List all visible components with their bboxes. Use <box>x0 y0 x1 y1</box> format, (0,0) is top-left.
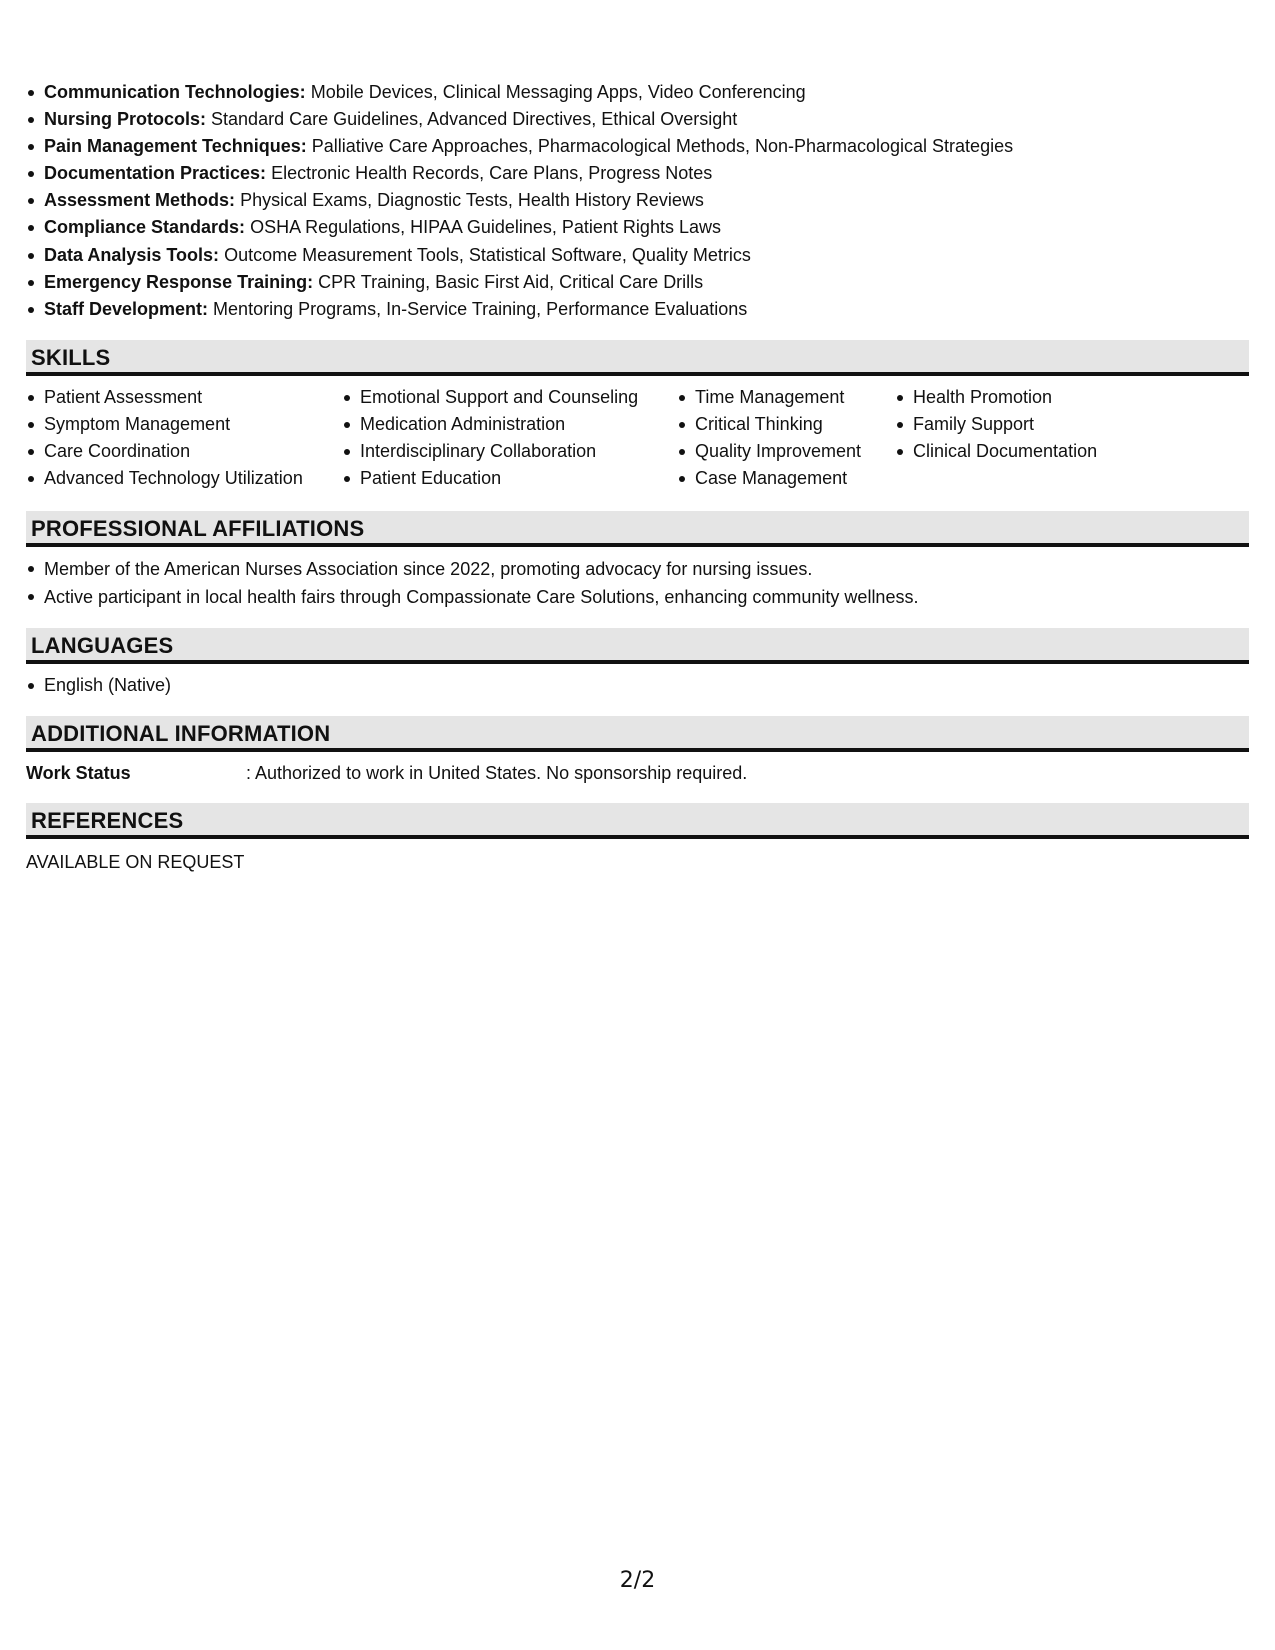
skills-column <box>26 384 303 492</box>
item-label: Compliance Standards: <box>44 217 246 238</box>
skill-item: Patient Education <box>342 465 638 492</box>
item-label: Communication Technologies: <box>44 82 306 102</box>
skill-item: Clinical Documentation <box>895 438 1097 465</box>
item-label: Data Analysis Tools: <box>44 244 220 265</box>
item-value: Palliative Care Approaches, Pharmacological Methods, Non-Pharmacological Strategies <box>311 136 1014 157</box>
references-text: AVAILABLE ON REQUEST <box>26 852 245 872</box>
languages-section-header <box>26 628 1249 664</box>
skills-column <box>895 384 1097 465</box>
item-label: Staff Development: <box>44 298 209 319</box>
skill-item: Medication Administration <box>342 411 638 438</box>
skill-item: Interdisciplinary Collaboration <box>342 438 638 465</box>
skill-item: Health Promotion <box>895 384 1097 411</box>
skill-item: Quality Improvement <box>677 438 861 465</box>
list-item <box>26 269 1013 296</box>
item-label: Assessment Methods: <box>44 190 236 211</box>
languages-list <box>26 672 171 699</box>
skill-item: Patient Assessment <box>26 384 303 411</box>
section-title: PROFESSIONAL AFFILIATIONS <box>31 516 365 541</box>
list-item <box>26 106 1013 133</box>
item-label: Pain Management Techniques: <box>44 136 307 157</box>
skills-grid <box>26 384 1249 494</box>
item-value: CPR Training, Basic First Aid, Critical Care Drills <box>318 271 704 292</box>
list-item: Active participant in local health fairs through Compassionate Care Solutions, enhancing community wellness. <box>26 583 918 611</box>
item-value: Mentoring Programs, In-Service Training, Performance Evaluations <box>213 298 748 319</box>
page-number: 2/2 <box>619 1568 656 1593</box>
item-value: Mobile Devices, Clinical Messaging Apps, Video Conferencing <box>310 82 806 102</box>
item-value: Electronic Health Records, Care Plans, Progress Notes <box>271 163 713 184</box>
item-label: Nursing Protocols: <box>44 109 207 130</box>
item-value: Outcome Measurement Tools, Statistical Software, Quality Metrics <box>224 244 751 265</box>
item-value: OSHA Regulations, HIPAA Guidelines, Patient Rights Laws <box>250 217 721 238</box>
skills-column <box>677 384 861 492</box>
item-value: Physical Exams, Diagnostic Tests, Health History Reviews <box>240 190 704 211</box>
section-title: SKILLS <box>31 345 111 370</box>
references-section-header <box>26 803 1249 839</box>
affiliations-list <box>26 555 918 611</box>
additional-info-section-header <box>26 716 1249 752</box>
list-item <box>26 79 1013 106</box>
work-status-row <box>26 760 1249 786</box>
skill-item: Care Coordination <box>26 438 303 465</box>
list-item <box>26 187 1013 214</box>
skill-item: Advanced Technology Utilization <box>26 465 303 492</box>
list-item <box>26 296 1013 323</box>
item-value: Standard Care Guidelines, Advanced Directives, Ethical Oversight <box>211 109 738 130</box>
skills-column <box>342 384 638 492</box>
list-item <box>26 160 1013 187</box>
item-label: Emergency Response Training: <box>44 271 314 292</box>
section-title: LANGUAGES <box>31 633 174 658</box>
skill-item: Time Management <box>677 384 861 411</box>
skill-item: Symptom Management <box>26 411 303 438</box>
item-label: Documentation Practices: <box>44 163 267 184</box>
list-item: Member of the American Nurses Association since 2022, promoting advocacy for nursing issues. <box>26 555 918 583</box>
work-status-label: Work Status <box>26 763 131 783</box>
list-item <box>26 242 1013 269</box>
technical-skills-list <box>26 79 1013 323</box>
section-title: REFERENCES <box>31 808 184 833</box>
skill-item: Critical Thinking <box>677 411 861 438</box>
affiliations-section-header <box>26 511 1249 547</box>
work-status-value: : Authorized to work in United States. No sponsorship required. <box>246 763 748 783</box>
list-item <box>26 133 1013 160</box>
skill-item: Family Support <box>895 411 1097 438</box>
skill-item: Emotional Support and Counseling <box>342 384 638 411</box>
list-item <box>26 214 1013 241</box>
skills-section-header <box>26 340 1249 376</box>
list-item: English (Native) <box>26 672 171 699</box>
section-title: ADDITIONAL INFORMATION <box>31 721 331 746</box>
skill-item: Case Management <box>677 465 861 492</box>
